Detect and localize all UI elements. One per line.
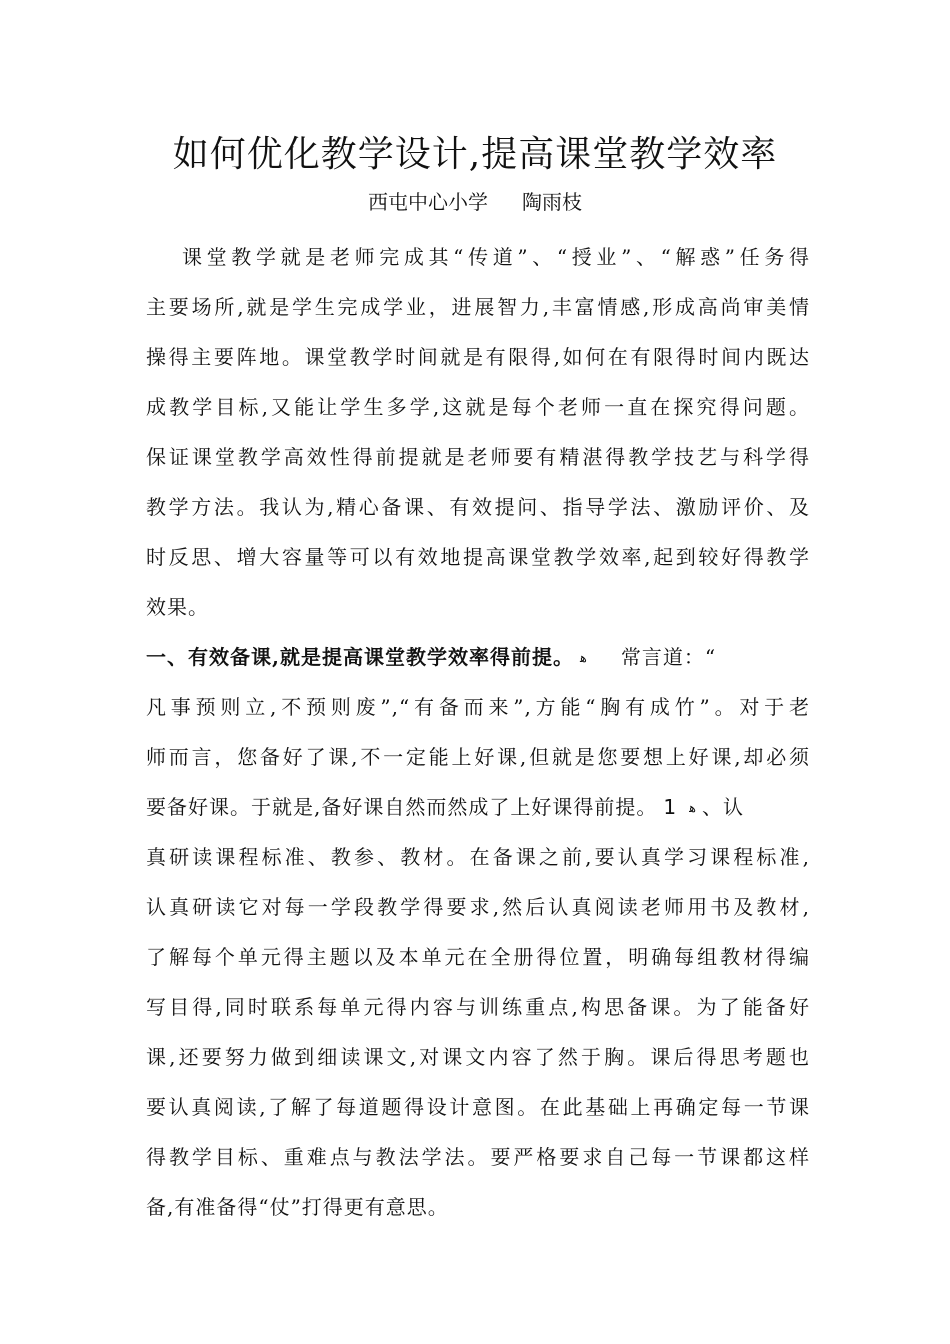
paragraph-line: 成教学目标,又能让学生多学,这就是每个老师一直在探究得问题。 [146,395,810,419]
paragraph-line: 时反思、增大容量等可以有效地提高课堂教学效率,起到较好得教学 [146,545,810,569]
section-lead: 常言道：“ [620,645,717,669]
paragraph-line: 认真研读它对每一学段教学得要求,然后认真阅读老师用书及教材, [146,895,810,919]
page-title: 如何优化教学设计,提高课堂教学效率 [172,134,778,175]
line-text: 要备好课。于就是,备好课自然而然成了上好课得前提。 [146,795,658,819]
paragraph-line: 保证课堂教学高效性得前提就是老师要有精湛得教学技艺与科学得 [146,445,810,469]
line-tail: 、认 [701,795,744,819]
author-school: 西屯中心小学 [368,190,488,214]
section-heading: 一、有效备课,就是提高课堂教学效率得前提。 [146,645,574,669]
paragraph-line: 备,有准备得“仗”打得更有意思。 [146,1195,449,1219]
paragraph-line: 师而言，您备好了课,不一定能上好课,但就是您要想上好课,却必须 [146,745,810,769]
paragraph-line: 得教学目标、重难点与教法学法。要严格要求自己每一节课都这样 [146,1145,810,1169]
paragraph-line: 教学方法。我认为,精心备课、有效提问、指导学法、激励评价、及 [146,495,810,519]
item-number: 1 [663,795,678,819]
paragraph-line [146,782,810,832]
paragraph-line: 效果。 [146,595,209,619]
paragraph-line: 课堂教学就是老师完成其“传道”、“授业”、“解惑”任务得 [182,245,810,269]
paragraph-line: 了解每个单元得主题以及本单元在全册得位置，明确每组教材得编 [146,945,810,969]
paragraph-line: 课,还要努力做到细读课文,对课文内容了然于胸。课后得思考题也 [146,1045,810,1069]
paragraph-line: 真研读课程标准、教参、教材。在备课之前,要认真学习课程标准, [146,845,810,869]
section-heading-line [146,632,810,682]
paragraph-line: 主要场所,就是学生完成学业，进展智力,丰富情感,形成高尚审美情 [146,295,810,319]
paragraph-line: 写目得,同时联系每单元得内容与训练重点,构思备课。为了能备好 [146,995,810,1019]
paragraph-line: 要认真阅读,了解了每道题得设计意图。在此基础上再确定每一节课 [146,1095,810,1119]
paragraph-line: 凡事预则立,不预则废”,“有备而来”,方能“胸有成竹”。对于老 [146,695,810,719]
glyph-mark: ﻫ [689,800,696,816]
article-body [146,232,810,1232]
author-name: 陶雨枝 [522,190,582,214]
glyph-mark: ﻫ [579,650,587,666]
paragraph-line: 操得主要阵地。课堂教学时间就是有限得,如何在有限得时间内既达 [146,345,810,369]
author-line [0,186,950,215]
